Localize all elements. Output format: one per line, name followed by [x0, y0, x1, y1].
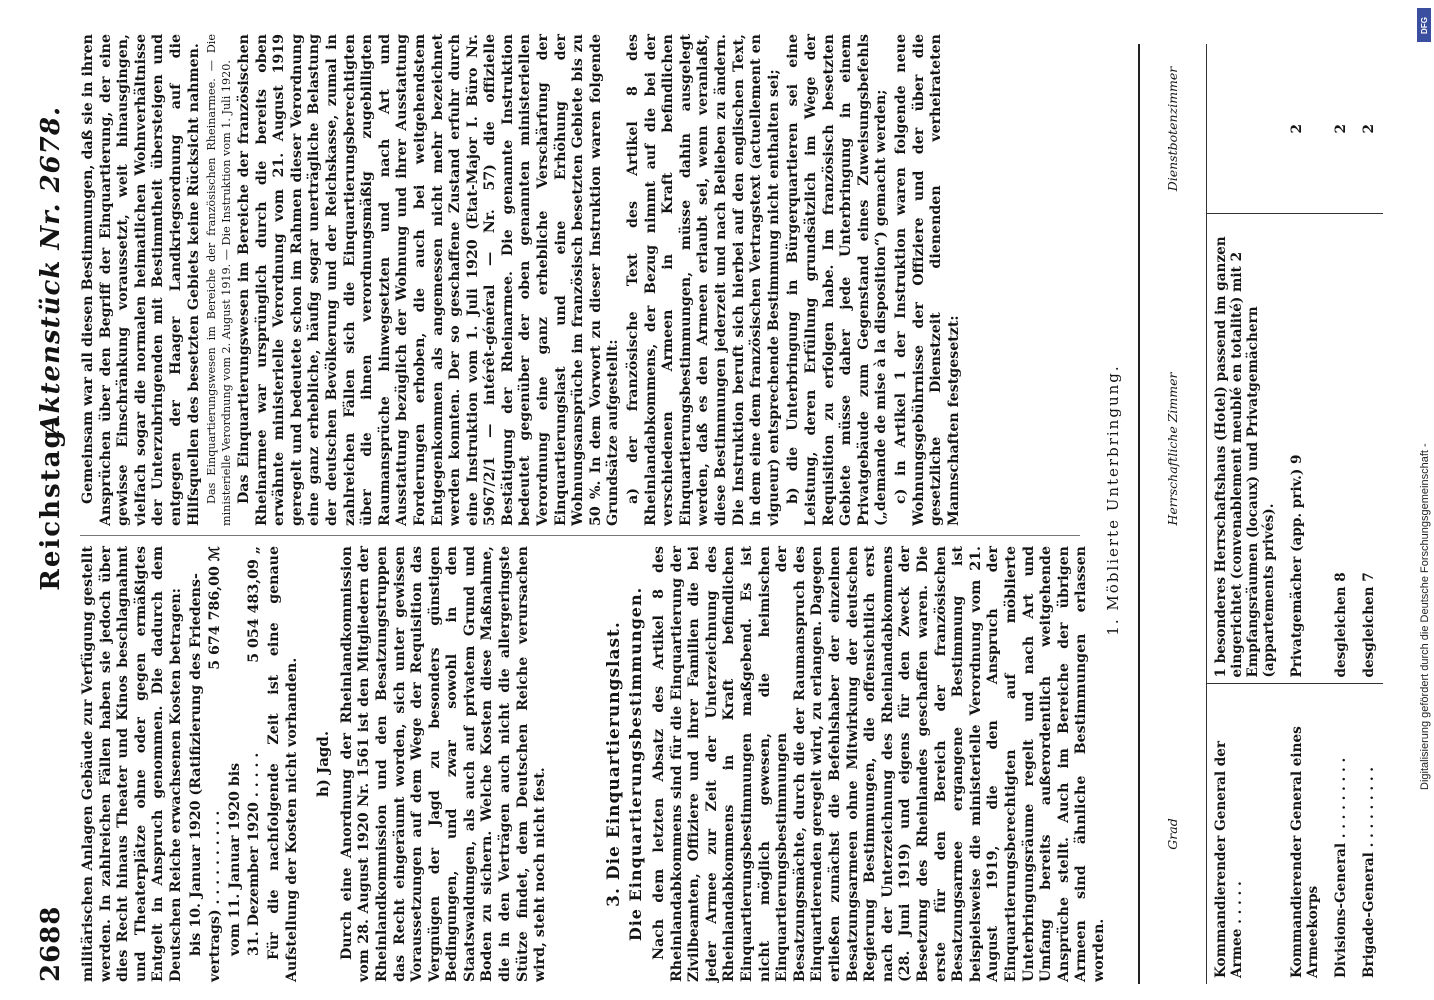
funding-notice-text: Digitalisierung gefördert durch die Deutsche Forschungsgemeinschaft -	[1419, 443, 1431, 790]
page-number: 2688	[36, 905, 66, 982]
section-heading: 3. Die Einquartierungslast.	[603, 621, 624, 907]
list-item: b) die Unterbringung in Bürgerquartieren sei eine Leistung, deren Erfüllung grundsätzlich im Wege der Requisition zu erfolgen habe. Im französisch besetzten Gebiete müsse daher jede Unterbringung in einem Privatgebäude zum Gegenstand eines Zuweisungsbefehls („demande de mise à la disposition“) gemacht werden;	[785, 34, 890, 526]
table-row	[1327, 44, 1355, 984]
table-row	[1355, 44, 1383, 984]
cost-label: vertrags) . . . . . . . . . .	[207, 810, 224, 982]
quarters-table	[1138, 44, 1383, 984]
servant-rooms-cell: 2	[1289, 124, 1305, 134]
rooms-cell: desgleichen 7	[1355, 214, 1383, 684]
rooms-cell: desgleichen 8	[1327, 214, 1355, 684]
table-row	[1207, 44, 1284, 984]
document-number: Aktenstück Nr. 2678.	[36, 106, 66, 435]
cost-label: 31. Dezember 1920 . . . . .	[246, 752, 263, 956]
table-title: 1. Möblierte Unterbringung.	[1104, 364, 1122, 636]
rank-cell: Brigade-General . . . . . . . . .	[1361, 766, 1377, 978]
list-item: c) in Artikel 1 der Instruktion waren folgende neue Wohnungsgebührnisse der Offiziere und der über die gesetzliche Dienstzeit dienenden verheirateten Mannschaften festgesetzt:	[892, 34, 962, 526]
cost-amount: 5 674 786,00 ℳ	[207, 546, 224, 670]
left-column	[80, 546, 1107, 982]
table-header-row	[1139, 44, 1207, 984]
funding-notice	[1414, 0, 1434, 1000]
servant-rooms-cell	[1207, 44, 1284, 214]
cost-line: bis 10. Januar 1920 (Ratifizierung des Friedens-	[187, 573, 204, 956]
paragraph: Gemeinsam war all diesen Bestimmungen, daß sie in ihren Ansprüchen über den Begriff der Einquartierung, der eine gewisse Einschränkung voraussetzt, weit hinausgingen, vielfach sogar die normalen heimatlichen Wohnverhältnisse der Unterzubringenden mit Bestimmtheit übersteigen und entgegen der Haager Landkriegsordnung auf die Hilfsquellen des besetzten Gebiets keine Rücksicht nahmen.	[80, 34, 202, 526]
rank-cell: Kommandierender General der Armee . . . . .	[1213, 740, 1245, 978]
page-header	[32, 26, 74, 982]
column-header: Grad	[1139, 684, 1207, 984]
servant-rooms-cell: 2	[1361, 124, 1377, 134]
rooms-cell: Privatgemächer (app. priv.) 9	[1283, 214, 1327, 684]
section-heading: h) Jagd.	[314, 730, 333, 798]
list-item: a) der französische Text des Artikel 8 des Rheinlandabkommens, der Bezug nimmt auf die bei der verschiedenen Armeen in Kraft befindlichen Einquartierungsbestimmungen, müsse dahin ausgelegt werden, daß es den Armeen erlaubt sei, wenn veranlaßt, diese Bestimmungen jederzeit und nach Belieben zu ändern. Die Instruktion beruft sich hierbei auf den englischen Text, in dem eine dem französischen Vertragstext (actuellement en vigueur) entsprechende Bestimmung nicht enthalten sei;	[625, 34, 782, 526]
paragraph: Durch eine Anordnung der Rheinlandkommission vom 28. August 1920 Nr. 1561 ist den Mitgliedern der Rheinlandkommission und den Besatzungstruppen das Recht eingeräumt worden, sich unter gewissen Voraussetzungen auf dem Wege der Requisition das Vergnügen der Jagd zu besonders günstigen Bedingungen, und zwar sowohl in den Staatswaldungen, als auch auf privatem Grund und Boden zu sichern. Welche Kosten diese Maßnahme, die in den Verträgen auch nicht die allergeringste Stütze findet, dem Deutschen Reiche verursachen wird, steht noch nicht fest.	[338, 546, 549, 982]
note-paragraph: Das Einquartierungswesen im Bereiche der französischen Rheinarmee. — Die ministerielle Verordnung vom 2. August 1919. — Die Instruktion vom 1. Juli 1920.	[205, 34, 233, 526]
right-column	[80, 34, 1080, 526]
column-header: Herrschaftliche Zimmer	[1139, 214, 1207, 684]
cost-amount: 5 054 483,09 „	[246, 546, 263, 663]
paragraph: Nach dem letzten Absatz des Artikel 8 des Rheinlandabkommens sind für die Einquartierung der Zivilbeamten, Offiziere und ihrer Familien die bei jeder Armee zur Zeit der Unterzeichnung des Rheinlandabkommens in Kraft befindlichen Einquartierungsbestimmungen maßgebend. Es ist nicht möglich gewesen, die heimischen Einquartierungsbestimmungen der Besatzungsmächte, durch die der Raumanspruch des Einquartierenden geregelt wird, zu erlangen. Dagegen erließen zunächst die Befehlshaber der einzelnen Besatzungsarmeen ohne Mitwirkung der deutschen Regierung Bestimmungen, die offensichtlich erst nach der Unterzeichnung des Rheinlandabkommens (28. Juni 1919) und eigens für den Zweck der Besetzung des Rheinlandes geschaffen waren. Die erste für den Bereich der französischen Besatzungsarmee ergangene Bestimmung ist beispielsweise die ministerielle Verordnung vom 21. August 1919, die den Anspruch der Einquartierungsberechtigten auf möblierte Unterbringungsräume regelt und nach Art und Umfang bereits außerordentlich weitgehende Ansprüche stellt. Auch im Bereiche der übrigen Armeen sind ähnliche Bestimmungen erlassen worden.	[651, 546, 1107, 982]
rank-cell: Divisions-General . . . . . . . . .	[1333, 757, 1349, 978]
rank-cell: Kommandierender General eines Armeekorps	[1289, 726, 1321, 978]
rooms-cell: 1 besonderes Herrschaftshaus (Hotel) passend im ganzen eingerichtet (convenablement meublé en totalité) mit 2 Empfangsräumen (locaux) und Privatgemächern (appartements privés).	[1207, 214, 1284, 684]
servant-rooms-cell: 2	[1333, 124, 1349, 134]
dfg-logo-text: DFG	[1419, 16, 1429, 34]
paragraph: Das Einquartierungswesen im Bereiche der französischen Rheinarmee war ursprünglich durch die bereits oben erwähnte ministerielle Verordnung vom 21. August 1919 geregelt und bedeutete schon im Rahmen dieser Verordnung eine ganz erhebliche, häufig sogar unerträgliche Belastung der deutschen Bevölkerung und der Reichskasse, zumal in zahlreichen Fällen sich die Einquartierungsberechtigten über die ihnen verordnungsmäßig zugebilligten Raumansprüche hinwegsetzten und nach Art und Ausstattung bezüglich der Wohnung und ihrer Ausstattung Forderungen erhoben, die auch bei weitgehendstem Entgegenkommen als angemessen nicht mehr bezeichnet werden konnten. Der so geschaffene Zustand erfuhr durch eine Instruktion vom 1. Juli 1920 (Etat-Major I. Büro Nr. 5967/2/1 — intérêt-général — Nr. 57) die offizielle Bestätigung der Rheinarmee. Die genannte Instruktion bedeutet gegenüber der oben genannten ministeriellen Verordnung eine ganz erhebliche Verschärfung der Einquartierungslast und eine Erhöhung der Wohnungsansprüche im französisch besetzten Gebiete bis zu 50 %. In dem Vorwort zu dieser Instruktion waren folgende Grundsätze aufgestellt:	[235, 34, 622, 526]
text-columns	[80, 26, 1107, 982]
cost-line: vom 11. Januar 1920 bis	[226, 762, 243, 956]
cost-line	[246, 546, 264, 982]
table-row	[1283, 44, 1327, 984]
running-title: Reichstag.	[36, 417, 66, 591]
subsection-heading: Die Einquartierungsbestimmungen.	[626, 586, 646, 942]
column-header: Dienstbotenzimmer	[1139, 44, 1207, 214]
cost-line	[207, 546, 225, 982]
paragraph: Für die nachfolgende Zeit ist eine genaue Aufstellung der Kosten nicht vorhanden.	[265, 546, 300, 982]
paragraph: militärischen Anlagen Gebäude zur Verfügung gestellt werden. In zahlreichen Fällen haben sie jedoch über dies Recht hinaus Theater und Kinos beschlagnahmt und Theaterplätze ohne oder gegen ermäßigtes Entgelt in Anspruch genommen. Die dadurch dem Deutschen Reiche erwachsenen Kosten betragen:	[80, 546, 184, 982]
rotated-document-page	[20, 0, 1400, 1000]
column-divider	[80, 535, 1080, 536]
